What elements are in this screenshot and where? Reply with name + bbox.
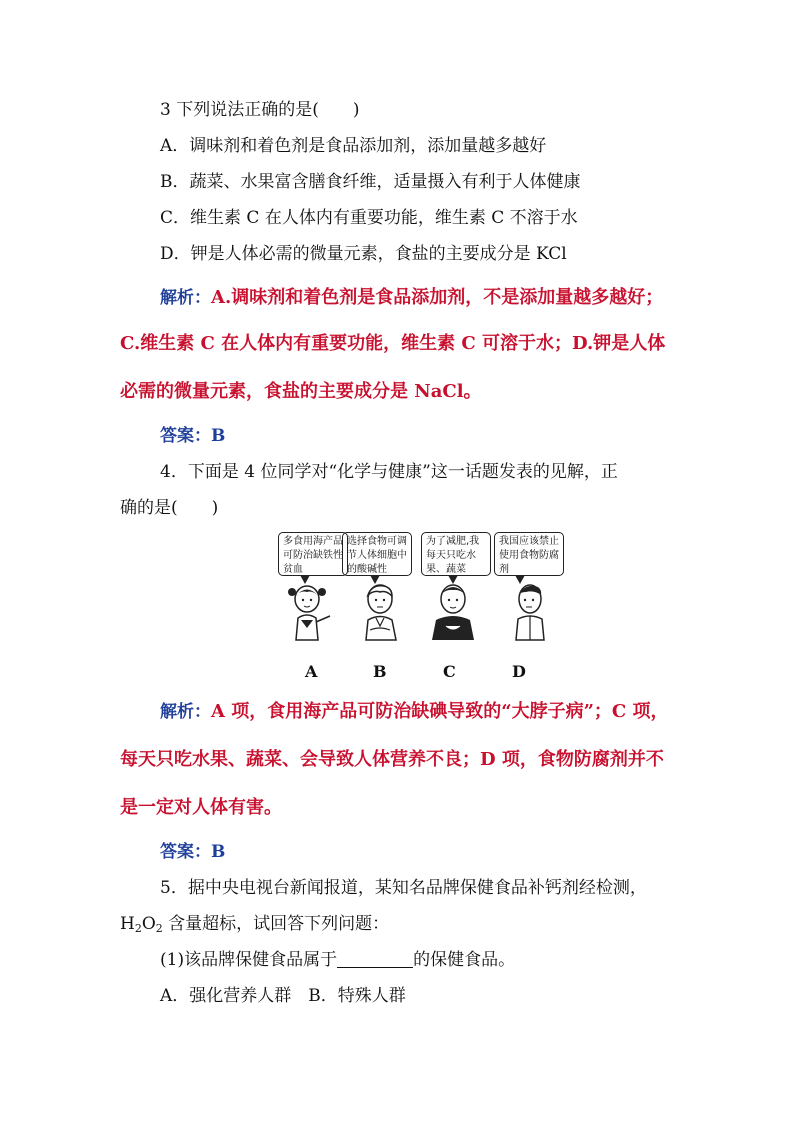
q3-analysis-line3: 必需的微量元素，食盐的主要成分是 NaCl。	[120, 381, 482, 402]
boy-side-icon	[508, 582, 554, 642]
person-label-b: B	[373, 662, 387, 681]
q3-option-b: B．蔬菜、水果富含膳食纤维，适量摄入有利于人体健康	[160, 172, 581, 192]
person-label-d: D	[512, 662, 526, 681]
q5-sub1-pre: (1)该品牌保健食品属于	[160, 950, 338, 970]
q4-analysis-line3: 是一定对人体有害。	[120, 797, 282, 818]
formula-h: H	[120, 914, 135, 934]
formula-o: O	[141, 914, 156, 934]
answer-blank[interactable]	[337, 949, 413, 968]
formula-sub-h: 2	[134, 922, 142, 935]
q3-analysis-text1: A.调味剂和着色剂是食品添加剂，不是添加量越多越好；	[211, 287, 664, 308]
q5-sub1-options: A．强化营养人群 B．特殊人群	[160, 986, 406, 1006]
q4-answer: 答案：B	[160, 842, 226, 862]
speech-bubble-b: 选择食物可调节人体细胞中的酸碱性	[342, 532, 412, 576]
q5-stem-line2	[120, 912, 389, 941]
girl-student-icon	[280, 582, 338, 642]
speech-bubble-d: 我国应该禁止使用食物防腐剂	[494, 532, 564, 576]
person-label-a: A	[305, 662, 318, 681]
q5-stem-rest: 含量超标，试回答下列问题：	[162, 914, 390, 934]
q3-option-d: D．钾是人体必需的微量元素，食盐的主要成分是 KCl	[160, 244, 567, 264]
person-label-c: C	[443, 662, 456, 681]
boy-student-icon	[356, 582, 406, 642]
q4-analysis-line1	[160, 700, 669, 724]
q4-analysis-label: 解析：	[160, 702, 211, 722]
q4-analysis-text1: A 项，食用海产品可防治缺碘导致的“大脖子病”；C 项，	[211, 701, 669, 722]
q5-stem-line1: 5．据中央电视台新闻报道，某知名品牌保健食品补钙剂经检测，	[160, 878, 647, 898]
boy-dark-jacket-icon	[428, 582, 478, 642]
speech-bubble-c: 为了减肥,我每天只吃水果、蔬菜	[421, 532, 491, 576]
q4-stem-line2: 确的是( )	[120, 498, 219, 518]
formula-sub-o: 2	[155, 922, 163, 935]
q4-stem-line1: 4．下面是 4 位同学对“化学与健康”这一话题发表的见解，正	[160, 462, 618, 482]
q5-sub1-post: 的保健食品。	[413, 950, 516, 970]
q3-option-c: C．维生素 C 在人体内有重要功能，维生素 C 不溶于水	[160, 208, 578, 228]
q3-analysis-label: 解析：	[160, 288, 211, 308]
q5-sub1	[160, 948, 515, 972]
q3-analysis-line2: C.维生素 C 在人体内有重要功能，维生素 C 可溶于水；D.钾是人体	[120, 333, 666, 354]
q3-analysis-line1	[160, 286, 663, 310]
q3-answer: 答案：B	[160, 426, 226, 446]
q3-stem: 3 下列说法正确的是( )	[160, 100, 360, 120]
speech-bubble-a: 多食用海产品可防治缺铁性贫血	[278, 532, 348, 576]
q4-analysis-line2: 每天只吃水果、蔬菜、会导致人体营养不良；D 项，食物防腐剂并不	[120, 749, 664, 770]
q3-option-a: A．调味剂和着色剂是食品添加剂，添加量越多越好	[160, 136, 547, 156]
